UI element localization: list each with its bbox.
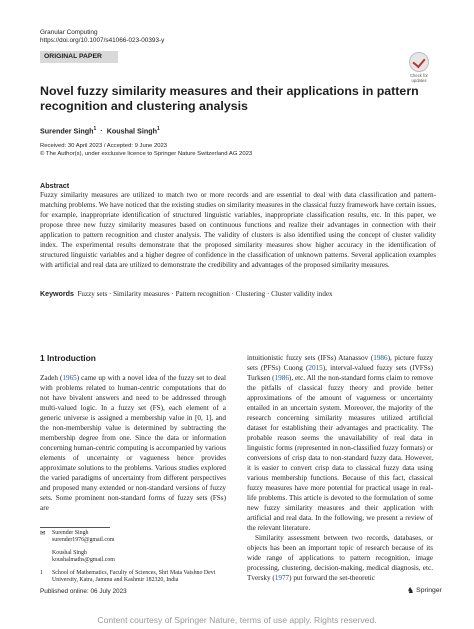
author-separator: · — [100, 126, 103, 136]
envelope-icon: ✉ — [40, 530, 46, 537]
journal-name: Granular Computing — [40, 29, 98, 36]
check-for-updates-button[interactable] — [403, 52, 435, 83]
citation-link[interactable]: 2015 — [308, 364, 323, 372]
right-column — [247, 353, 433, 583]
intro-paragraph: intuitionistic fuzzy sets (IFSs) Atanassov (1986), picture fuzzy sets (PFSs) Cuong (2015), interval-valued fuzzy sets (IVFSs) Turksen (1986), etc. All the non-standard forms claim to remove the pitfalls of classical fuzzy theory and provide better approximations of the amount of vagueness or uncertainty entailed in an uncertain system. Moreover, the majority of the research concerning similarity measures utilized artificial dataset for establishing their advantages and practicality. The probable reason seems the unavailability of real data in linguistic forms (represented in non-classified fuzzy formats) or conversions of crisp data to non-standard fuzzy data. However, it is easier to convert crisp data to classical fuzzy data using various membership functions. Because of this fact, classical fuzzy measures have more potential for practical usage in real-life problems. This article is devoted to the formulation of some new fuzzy similarity measures and their application with artificial and real data. In the following, we present a review of the relevant literature. — [247, 354, 433, 532]
footnotes — [40, 530, 226, 584]
citation-link[interactable]: 1986 — [373, 354, 388, 362]
doi-link[interactable]: https://doi.org/10.1007/s41066-023-00393-y — [40, 37, 165, 44]
footnote-divider — [40, 527, 110, 528]
intro-paragraph: Similarity assessment between two records, databases, or objects has been an important topic of research because of its wide range of applications to pattern recognition, image processing, clustering, decision-making, medical diagnosis, etc. Tversky (1977) put forward the set-theoretic — [247, 534, 433, 582]
check-updates-icon — [409, 52, 429, 72]
received-dates: Received: 30 April 2023 / Accepted: 9 June 2023 — [40, 143, 168, 149]
affiliation-text: School of Mathematics, Faculty of Sciences, Shri Mata Vaishno Devi University, Katra, Jammu and Kashmir 182320, India — [52, 569, 216, 584]
courtesy-footer: Content courtesy of Springer Nature, terms of use apply. Rights reserved. — [97, 615, 377, 625]
intro-paragraph: Zadeh (1965) came up with a novel idea of the fuzzy set to deal with problems related to human-centric computations that do not have bivalent answers and need to be addressed through multi-valued logic. In a fuzzy set (FS), each element of a generic universe is assigned a membership value in [0, 1], and the non-membership value is determined by subtracting the membership degree from one. Since the data or information concerning human-centric computing is accompanied by various elements of uncertainty or vagueness hence provides approximate solutions to the problems. Various studies explored the varied paradigms of uncertainty from different perspectives and proposed many extended or non-standard versions of fuzzy sets. Some prominent non-standard forms of fuzzy sets (FSs) are — [40, 374, 227, 512]
author-email-link[interactable]: surender1976@gmail.com — [52, 537, 115, 544]
author-name[interactable]: Koushal Singh — [106, 126, 158, 136]
abstract-text: Fuzzy similarity measures are utilized to match two or more records and are essential to deal with data classification and pattern-matching problems. We have noticed that the existing studies on similarity measures in the classical fuzzy framework have certain issues, for example, inappropriate identification of structured linguistic variables, inappropriate classification results, etc. In this paper, we propose three new fuzzy similarity measures based on continuous functions and realize their advantages in connection with their application to pattern recognition and cluster analysis. The validity of clusters is also identified using the concept of cluster validity index. The experimental results demonstrate that the proposed similarity measures show higher accuracy in the identification of structured linguistic variables and a higher degree of confidence in the classification of unknown patterns. Several application examples with artificial and real data are utilized to demonstrate the credibility and advantages of the proposed similarity measures. — [40, 191, 436, 269]
check-updates-label-2: updates — [411, 78, 427, 83]
article-title: Novel fuzzy similarity measures and their applications in pattern recognition and clustering analysis — [40, 84, 419, 113]
author-email-link[interactable]: koushalmaths@gmail.com — [52, 557, 115, 564]
author-affiliation-mark: 1 — [157, 126, 160, 132]
citation-link[interactable]: 1986 — [274, 374, 289, 382]
footnote-author-name: Koushal Singh — [52, 549, 87, 556]
author-list — [40, 125, 160, 135]
abstract-heading: Abstract — [40, 181, 70, 190]
keywords-list: Fuzzy sets · Similarity measures · Pattern recognition · Clustering · Cluster validity index — [77, 290, 333, 298]
check-updates-label-1: Check for — [410, 73, 428, 78]
article-type-badge: ORIGINAL PAPER — [40, 51, 118, 63]
affiliation — [40, 570, 226, 585]
corresponding-author — [40, 530, 226, 537]
keywords-label: Keywords — [40, 290, 74, 298]
published-date: Published online: 06 July 2023 — [40, 588, 127, 595]
publisher-name: Springer — [416, 587, 442, 594]
author-name[interactable]: Surender Singh — [40, 126, 94, 136]
author-affiliation-mark: 1 — [93, 126, 97, 132]
affiliation-mark: 1 — [40, 569, 43, 576]
springer-horse-icon: ♞ — [407, 586, 415, 595]
keywords — [40, 290, 436, 299]
copyright-notice: © The Author(s), under exclusive licence to Springer Nature Switzerland AG 2023 — [40, 151, 253, 157]
publisher-logo[interactable] — [407, 587, 442, 595]
citation-link[interactable]: 1977 — [274, 574, 290, 582]
citation-link[interactable]: 1965 — [62, 374, 77, 382]
left-column — [40, 373, 226, 513]
footnote-author-name: Surender Singh — [52, 530, 89, 536]
section-heading: 1 Introduction — [40, 353, 96, 363]
